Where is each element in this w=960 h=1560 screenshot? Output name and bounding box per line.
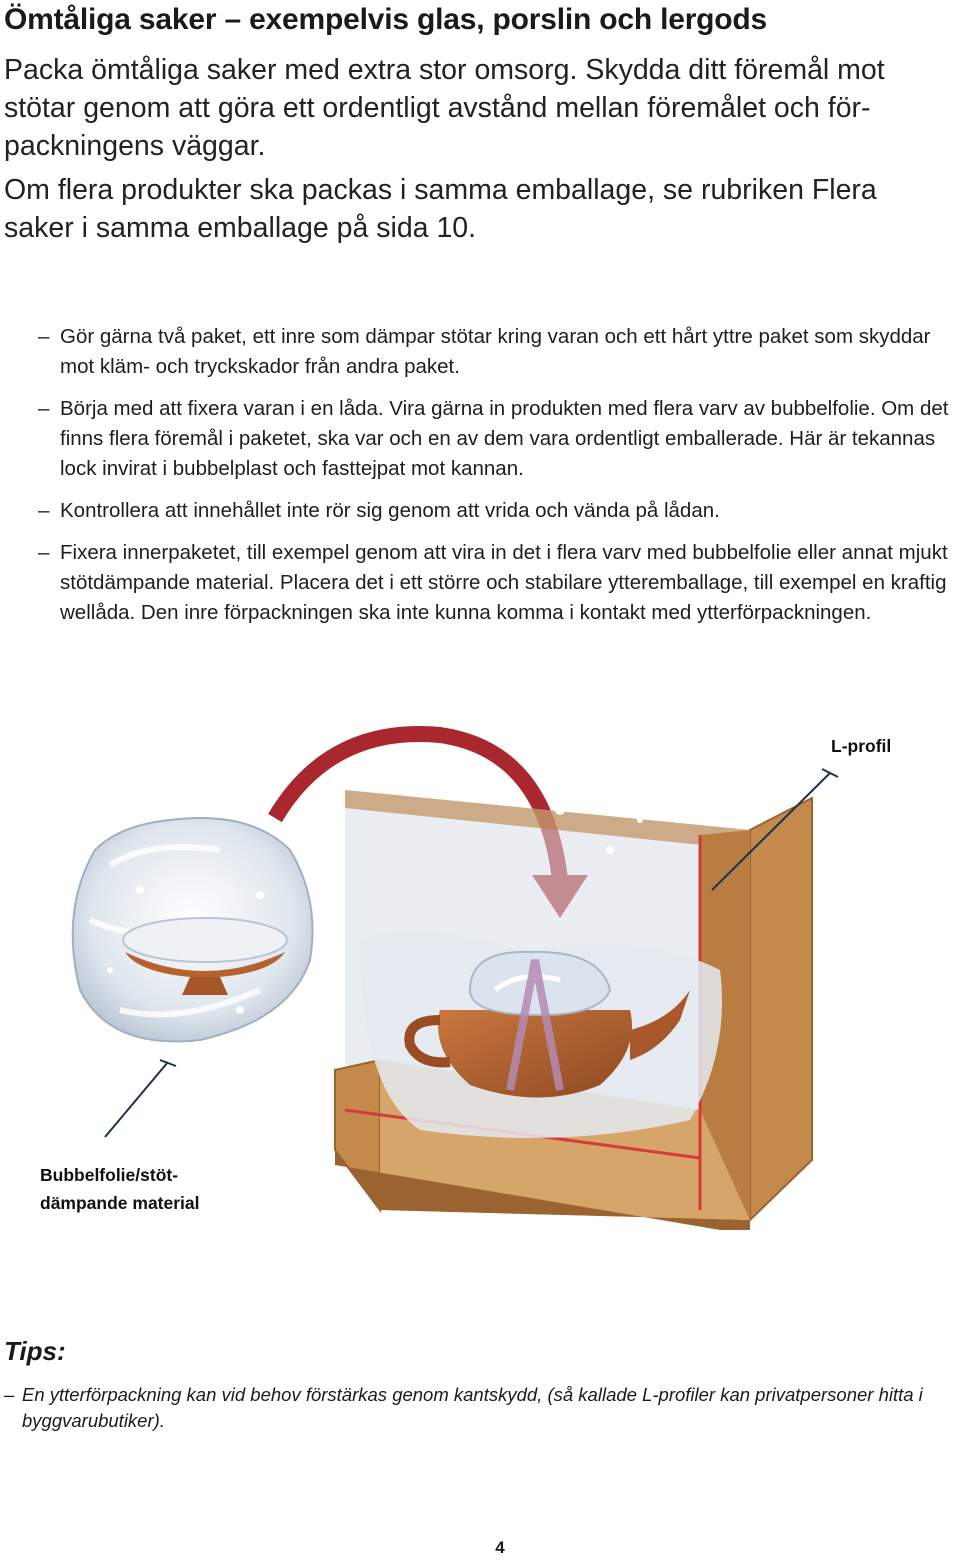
bubble-wrap-label [40, 1161, 300, 1217]
list-item-text: Kontrollera att innehållet inte rör sig genom att vrida och vända på lådan. [60, 499, 720, 522]
list-item [38, 496, 950, 526]
tips-item [4, 1382, 944, 1434]
bubble-wrap-label-line-1: Bubbelfolie/stöt- [40, 1165, 179, 1185]
dash-marker: – [38, 499, 50, 522]
list-item [38, 394, 950, 484]
list-item-text: Fixera innerpaketet, till exempel genom att vira in det i flera varv med bubbelfolie eller annat mjukt stötdämpande material. Placera det i ett större och stabilare ytteremballage, till exempel en kraftig wellåda. Den inre förpackningen ska inte kunna komma i kontakt med ytterförpackningen. [60, 541, 948, 624]
bubble-wrap-roll-icon [73, 818, 313, 1041]
page-number: 4 [495, 1538, 505, 1557]
list-item [38, 538, 950, 628]
intro-paragraph-2: Om flera produkter ska packas i samma emballage, se rubriken Flera saker i samma emballage på sida 10. [4, 174, 877, 244]
list-item-text: Gör gärna två paket, ett inre som dämpar stötar kring varan och ett hårt yttre paket som skyddar mot kläm- och tryckskador från andra paket. [60, 325, 931, 378]
bubble-wrap-label-line-2: dämpande material [40, 1193, 200, 1213]
l-profil-label: L-profil [831, 736, 892, 756]
dash-marker: – [38, 325, 50, 348]
list-item [38, 322, 950, 382]
tips-item-text: En ytterförpackning kan vid behov förstärkas genom kantskydd, (så kallade L-profiler kan privatpersoner hitta i byggvarubutiker). [22, 1384, 923, 1431]
tips-title: Tips: [4, 1336, 66, 1366]
packing-illustration [0, 690, 960, 1230]
dash-marker: – [38, 541, 50, 564]
dash-marker: – [4, 1384, 15, 1405]
bubble-callout-line [105, 1062, 168, 1137]
page-heading: Ömtåliga saker – exempelvis glas, porslin och lergods [4, 3, 768, 36]
list-item-text: Börja med att fixera varan i en låda. Vira gärna in produkten med flera varv av bubbelfolie. Om det finns flera föremål i paketet, ska var och en av dem vara ordentligt emballerade. Här är tekannas lock invirat i bubbelplast och fasttejpat mot kannan. [60, 397, 949, 480]
intro-paragraph-1: Packa ömtåliga saker med extra stor omsorg. Skydda ditt föremål mot stötar genom att göra ett ordentligt avstånd mellan föremålet och för-packningens väggar. [4, 54, 885, 162]
instruction-list [38, 322, 950, 640]
dash-marker: – [38, 397, 50, 420]
